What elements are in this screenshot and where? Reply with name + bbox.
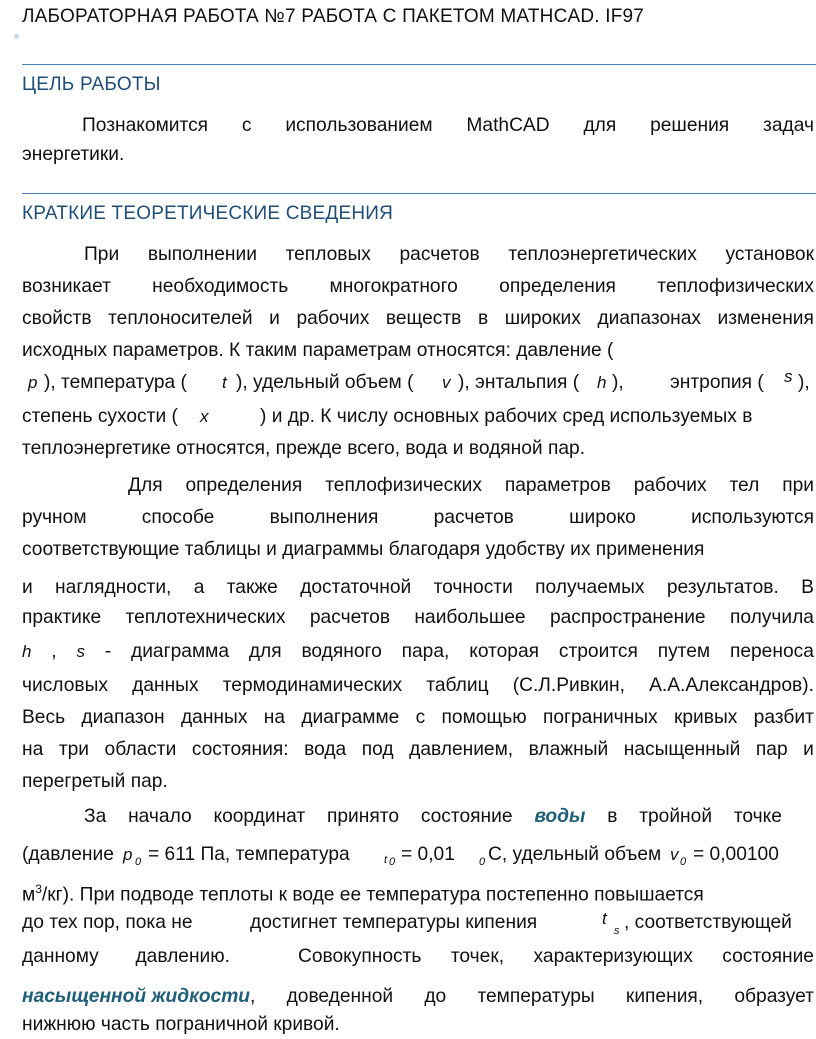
para2-line-5: практике теплотехнических расчетов наибольшее распространение получила (22, 607, 814, 628)
para2-line-2: ручном способе выполнения расчетов широко используются (22, 507, 814, 528)
symbol-h: h (22, 642, 32, 661)
symbol-h: h (597, 373, 607, 392)
theory-heading: КРАТКИЕ ТЕОРЕТИЧЕСКИЕ СВЕДЕНИЯ (22, 203, 394, 224)
word: Познакомится (82, 115, 209, 136)
symbol-t0: t (384, 854, 388, 866)
symbol-v0: v (670, 845, 679, 864)
decorative-dot (14, 34, 19, 39)
para1-line-2: возникает необходимость многократного определения теплофизических (22, 276, 814, 297)
para2-line-8: Весь диапазон данных на диаграмме с помощью пограничных кривых разбит (22, 707, 814, 728)
para2-line-10: перегретый пар. (22, 771, 168, 792)
symbol-p: p (28, 373, 38, 392)
para3-line-7: нижнюю часть пограничной кривой. (22, 1014, 340, 1035)
document-title: ЛАБОРАТОРНАЯ РАБОТА №7 РАБОТА С ПАКЕТОМ MATHCAD. IF97 (22, 6, 645, 27)
para2-line-6: h , s - диаграмма для водяного пара, которая строится путем переноса (22, 641, 814, 662)
emphasis-water: воды (534, 806, 586, 827)
para1-line-3: свойств теплоносителей и рабочих веществ в широких диапазонах изменения (22, 308, 814, 329)
symbol-x: x (200, 407, 209, 426)
para2-line-3: соответствующие таблицы и диаграммы благодаря удобству их применения (22, 539, 705, 560)
word: использованием (285, 115, 433, 136)
section-divider (22, 193, 816, 194)
word: для (583, 115, 617, 136)
para1-line-7: теплоэнергетике относятся, прежде всего, вода и водяной пар. (22, 438, 586, 459)
emphasis-saturated-liquid: насыщенной жидкости (22, 986, 251, 1007)
symbol-p0: p (123, 845, 133, 864)
goal-line-2: энергетики. (22, 144, 125, 165)
para3-line-1: За начало координат принято состояние воды в тройной точке (84, 806, 782, 827)
symbol-ts: t (602, 909, 607, 928)
word: с (241, 115, 252, 136)
para2-line-4: и наглядности, а также достаточной точности получаемых результатов. В (22, 577, 814, 598)
goal-line-1 (22, 114, 814, 138)
para1-line-1: При выполнении тепловых расчетов теплоэнергетических установок (84, 244, 814, 265)
symbol-s: s (76, 642, 85, 661)
para3-line-3: $м^3/кг$). При подводе теплоты к воде ее температура постепенно повышается (22, 882, 704, 906)
para2-line-1: Для определения теплофизических параметров рабочих тел при (128, 475, 814, 496)
word: решения (650, 115, 730, 136)
para2-line-7: числовых данных термодинамических таблиц (С.Л.Ривкин, А.А.Александров). (22, 675, 814, 696)
para2-line-9: на три области состояния: вода под давлением, влажный насыщенный пар и (22, 739, 814, 760)
section-divider (22, 64, 816, 65)
symbol-v: v (442, 373, 451, 392)
word: MathCAD (466, 115, 550, 136)
para1-line-4: исходных параметров. К таким параметрам относятся: давление ( (22, 340, 614, 361)
goal-heading: ЦЕЛЬ РАБОТЫ (22, 74, 161, 95)
word: задач (763, 115, 814, 136)
symbol-s: s (784, 367, 793, 386)
symbol-t: t (222, 373, 227, 392)
goal-words-1 (82, 114, 814, 138)
para3-line-6: насыщенной жидкости, доведенной до температуры кипения, образует (22, 986, 814, 1007)
